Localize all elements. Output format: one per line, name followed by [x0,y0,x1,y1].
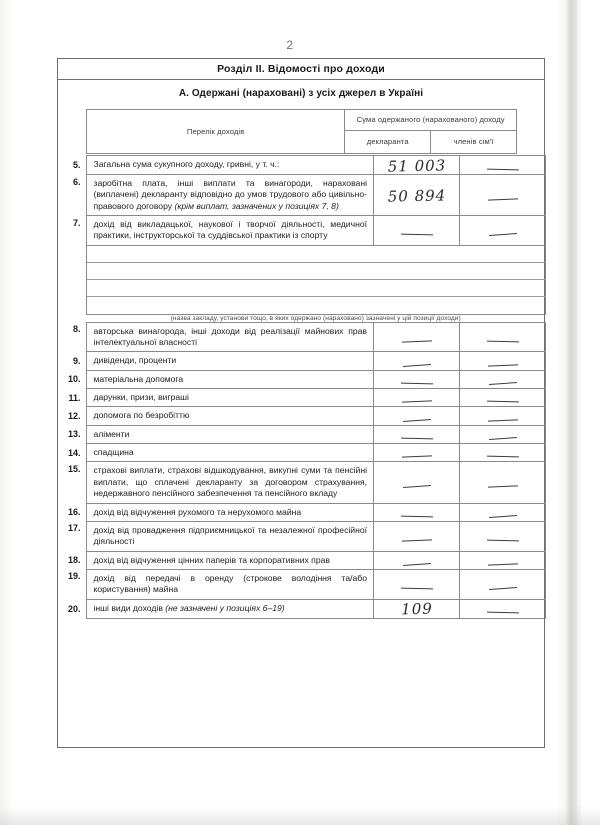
row-number: 5. [72,160,81,170]
table-row[interactable] [58,503,546,521]
header-declarant: декларанта [345,130,431,153]
handwritten-value[interactable]: 109 [373,598,459,619]
handwritten-dash[interactable] [460,352,546,370]
row-number: 17. [67,523,81,534]
row-number: 19. [67,571,81,582]
income-rows-wrapper [58,155,546,619]
handwritten-dash[interactable] [460,407,546,425]
row-number: 13. [67,429,81,440]
handwritten-dash[interactable] [374,462,460,503]
row-label: дивіденди, проценти [86,352,374,370]
table-row[interactable] [58,370,546,388]
table-row[interactable] [58,389,546,407]
handwritten-dash[interactable] [460,156,546,175]
handwritten-dash[interactable] [374,370,460,388]
handwritten-dash[interactable] [460,444,546,462]
row-label: дохід від відчуження цінних паперів та корпоративних прав [86,551,374,569]
row-label: дарунки, призи, виграші [86,389,374,407]
blank-lines-row [58,245,546,314]
handwritten-dash[interactable] [460,425,546,443]
handwritten-dash[interactable] [460,216,546,246]
handwritten-dash[interactable] [374,352,460,370]
row-number: 8. [72,324,81,335]
blank-row-number [58,245,86,314]
row-number: 12. [67,411,81,422]
blank-write-line[interactable] [87,263,546,280]
row-label: спадщина [86,444,374,462]
scan-bottom-shadow [0,806,600,825]
handwritten-dash[interactable] [374,551,460,569]
row-number: 9. [72,356,81,367]
blank-write-line[interactable] [87,246,546,263]
row-label: Загальна сума сукупного доходу, гривні, у т. ч.: [86,156,374,175]
handwritten-dash[interactable] [374,444,460,462]
table-row[interactable] [58,551,546,569]
row-number: 20. [67,603,81,614]
handwritten-dash[interactable] [460,175,546,216]
income-table [58,155,546,619]
handwritten-dash[interactable] [374,521,460,551]
institution-caption: (назва закладу, установи тощо, в яких одержано (нараховано) зазначені у цій позиції доходи) [170,314,461,322]
handwritten-dash[interactable] [460,569,546,599]
table-row[interactable] [58,175,546,216]
handwritten-dash[interactable] [374,322,460,352]
row-number: 15. [67,463,81,474]
header-family-members: членів сім'ї [431,130,517,153]
handwritten-value[interactable]: 51 003 [373,155,459,176]
table-row[interactable] [58,599,546,618]
table-row[interactable] [58,462,546,503]
table-row[interactable] [58,521,546,551]
table-row[interactable] [58,352,546,370]
declaration-form-frame [57,58,545,748]
handwritten-value[interactable]: 50 894 [373,174,460,217]
table-row[interactable] [58,444,546,462]
handwritten-dash[interactable] [460,599,546,618]
row-label: авторська винагорода, інші доходи від реалізації майнових прав інтелектуальної власності [86,322,374,352]
row-label: страхові виплати, страхові відшкодування, викупні суми та пенсійні виплати, що сплачені декларанту за договором страхування, недержавного пенсійного забезпечення та пенсійного вкладу [86,462,374,503]
table-row[interactable] [58,216,546,246]
table-header-wrapper [86,109,517,154]
row-label: дохід від відчуження рухомого та нерухомого майна [86,503,374,521]
handwritten-dash[interactable] [460,521,546,551]
table-row[interactable] [58,425,546,443]
row-number: 7. [72,217,81,228]
handwritten-dash[interactable] [374,569,460,599]
row-label: дохід від викладацької, наукової і творчої діяльності, медичної практики, інструкторської та суддівської практики із спорту [86,216,374,246]
table-row[interactable] [58,569,546,599]
handwritten-dash[interactable] [374,407,460,425]
caption-row [58,314,546,322]
handwritten-dash[interactable] [460,503,546,521]
row-label: інші види доходів (не зазначені у позиціях 6–19) [86,599,374,618]
handwritten-dash[interactable] [374,425,460,443]
table-row[interactable] [58,407,546,425]
handwritten-dash[interactable] [460,322,546,352]
section-title: Розділ II. Відомості про доходи [58,59,544,80]
row-number: 11. [68,392,81,403]
header-amount-group: Сума одержаного (нарахованого) доходу [345,110,517,131]
handwritten-dash[interactable] [374,389,460,407]
row-number: 10. [67,374,81,385]
table-row[interactable] [58,322,546,352]
caption-spacer [58,314,86,322]
handwritten-dash[interactable] [374,503,460,521]
row-number: 14. [67,447,81,458]
handwritten-dash[interactable] [374,216,460,246]
page-number: 2 [286,38,294,52]
row-number: 16. [67,507,81,518]
blank-write-line[interactable] [87,280,546,297]
table-header [86,109,517,154]
row-number: 6. [72,176,81,187]
row-label: матеріальна допомога [86,370,374,388]
handwritten-dash[interactable] [460,389,546,407]
row-number: 18. [67,555,81,566]
row-label: заробітна плата, інші виплати та винагороди, нараховані (виплачені) декларанту відповідно до умов трудового або цивільно-правового договору (крім виплат, зазначених у позиціях 7, 8) [86,175,374,216]
handwritten-dash[interactable] [460,551,546,569]
handwritten-dash[interactable] [460,370,546,388]
blank-write-line[interactable] [87,297,546,314]
handwritten-dash[interactable] [460,462,546,503]
scan-page-edge-shadow [565,0,577,825]
table-row[interactable] [58,156,546,175]
institution-name-block[interactable] [86,245,546,314]
row-label: аліменти [86,425,374,443]
row-label: допомога по безробіттю [86,407,374,425]
row-label: дохід від передачі в оренду (строкове володіння та/або користування) майна [86,569,374,599]
row-label: дохід від провадження підприємницької та незалежної професійної діяльності [86,521,374,551]
header-list-of-incomes: Перелік доходів [87,110,345,154]
subsection-title: А. Одержані (нараховані) з усіх джерел в Україні [178,88,424,99]
